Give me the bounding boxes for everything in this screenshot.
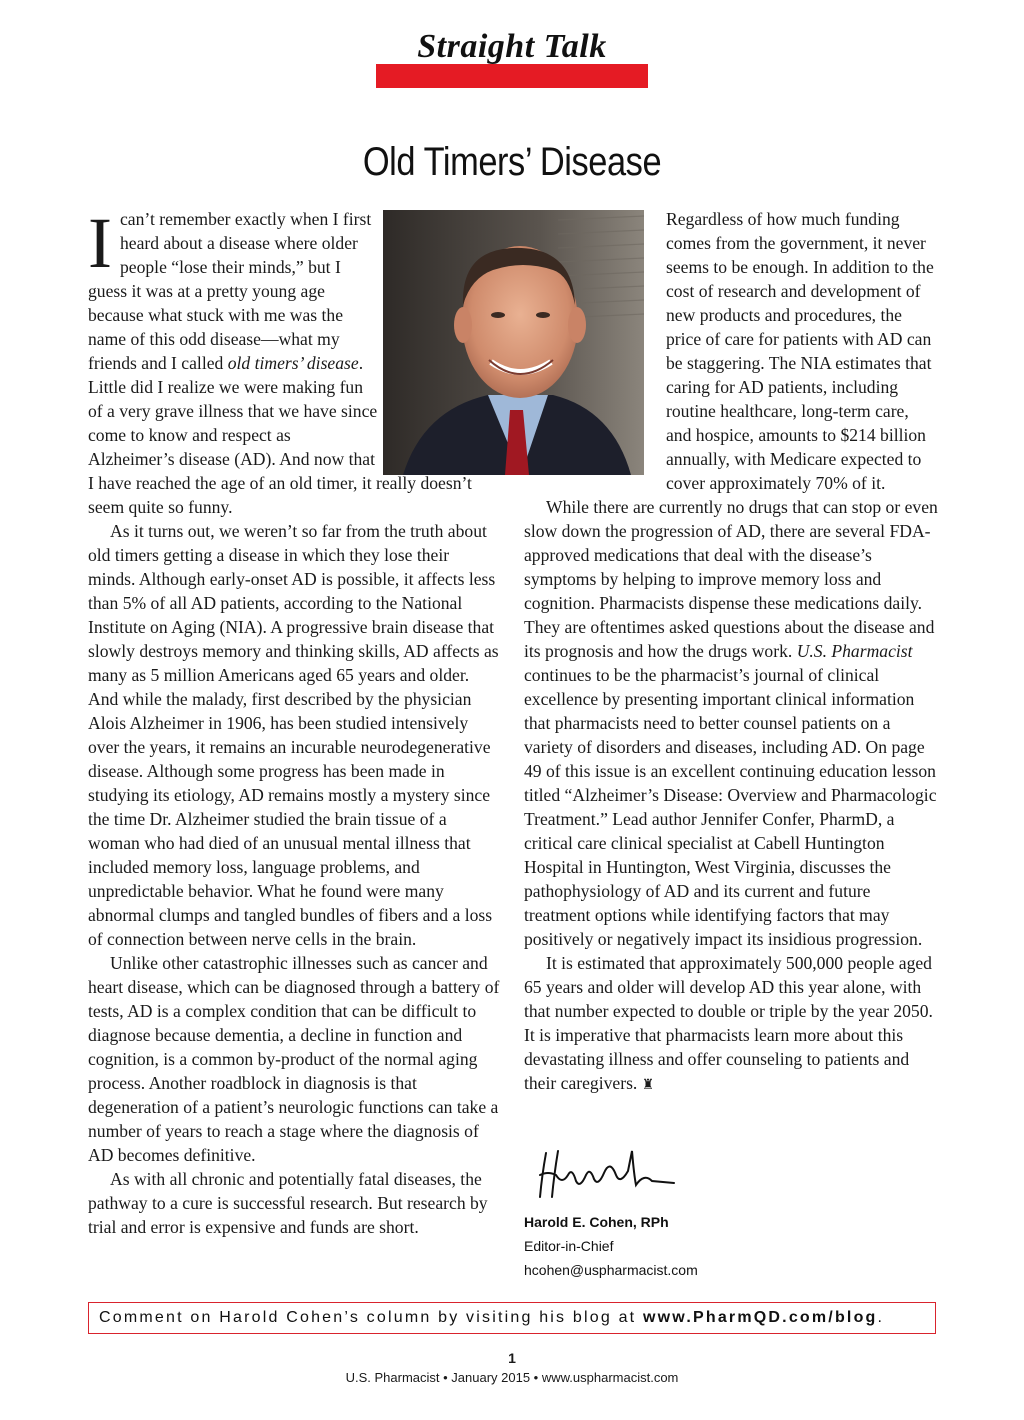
blog-comment-box bbox=[88, 1302, 936, 1334]
left-column bbox=[88, 203, 500, 1239]
end-mark-icon: ♜ bbox=[641, 1078, 655, 1093]
paragraph-1-text-end: . Little did I realize we were making fun of a very grave illness that we have since come to know and respect as Alzheimer’s disease (AD). And now that I have reached the age of an old timer, it really doesn’t seem quite so funny. bbox=[88, 353, 472, 517]
author-name: Harold E. Cohen, RPh bbox=[524, 1214, 669, 1230]
paragraph-1-emphasis: old timers’ disease bbox=[227, 353, 359, 373]
paragraph-2: As it turns out, we weren’t so far from the truth about old timers getting a disease in which they lose their minds. Although early-onset AD is possible, it affects less than 5% of all AD patients, according to the National Institute on Aging (NIA). A progressive brain disease that slowly destroys memory and thinking skills, AD affects as many as 5 million Americans aged 65 years and older. And while the malady, first described by the physician Alois Alzheimer in 1906, has been studied intensively over the years, it remains an incurable neurodegenerative disease. Although some progress has been made in studying its etiology, AD remains mostly a mystery since the time Dr. Alzheimer studied the brain tissue of a woman who had died of an unusual mental illness that included memory loss, language problems, and unpredictable behavior. What he found were many abnormal clumps and tangled bundles of fibers and a loss of connection between nerve cells in the brain. bbox=[88, 521, 499, 949]
paragraph-3: Unlike other catastrophic illnesses such as cancer and heart disease, which can be diagnosed through a battery of tests, AD is a complex condition that can be difficult to diagnose because dementia, a decline in function and cognition, is a common by-product of the normal aging process. Another roadblock in diagnosis is that degeneration of a patient’s neurologic functions can take a number of years to reach a stage where the diagnosis of AD becomes definitive. bbox=[88, 953, 500, 1165]
author-block bbox=[524, 1210, 824, 1282]
paragraph-1-text: can’t remember exactly when I first heard about a disease where older people “lose their minds,” but I guess it was at a pretty young age because what stuck with me was the name of this odd disease—what my friends and I called bbox=[88, 209, 372, 373]
paragraph-6 bbox=[524, 495, 938, 951]
blog-period: . bbox=[877, 1309, 885, 1326]
author-email[interactable]: hcohen@uspharmacist.com bbox=[524, 1262, 698, 1278]
blog-comment-text: Comment on Harold Cohen’s column by visiting his blog at bbox=[99, 1309, 643, 1326]
paragraph-5: Regardless of how much funding comes from the government, it never seems to be enough. In addition to the cost of research and development of new products and procedures, the price of care for patients with AD can be staggering. The NIA estimates that caring for AD patients, including routine healthcare, long-term care, and hospice, amounts to $214 billion annually, with Medicare expected to cover approximately 70% of it. bbox=[666, 209, 934, 493]
author-role: Editor-in-Chief bbox=[524, 1238, 614, 1254]
journal-name: U.S. Pharmacist bbox=[796, 641, 913, 661]
right-column bbox=[524, 207, 938, 1098]
signature bbox=[528, 1145, 678, 1205]
paragraph-4: As with all chronic and potentially fatal diseases, the pathway to a cure is successful research. But research by trial and error is expensive and funds are short. bbox=[88, 1169, 488, 1237]
blog-link[interactable]: www.PharmQD.com/blog bbox=[642, 1309, 878, 1326]
drop-cap: I bbox=[88, 203, 112, 283]
article-title: Old Timers’ Disease bbox=[362, 140, 662, 184]
section-header: Straight Talk bbox=[417, 28, 607, 65]
section-header-bar bbox=[376, 64, 648, 88]
page-credit: U.S. Pharmacist • January 2015 • www.uspharmacist.com bbox=[345, 1370, 679, 1385]
paragraph-6-text-end: continues to be the pharmacist’s journal of clinical excellence by presenting important clinical information that pharmacists need to better counsel patients on a variety of disorders and diseases, including AD. On page 49 of this issue is an excellent continuing education lesson titled “Alzheimer’s Disease: Overview and Pharmacologic Treatment.” Lead author Jennifer Confer, PharmD, a critical care clinical specialist at Cabell Huntington Hospital in Huntington, West Virginia, discusses the pathophysiology of AD and its current and future treatment options while identifying factors that may positively or negatively impact its insidious progression. bbox=[524, 665, 937, 949]
page-number: 1 bbox=[508, 1350, 516, 1366]
paragraph-7 bbox=[524, 951, 938, 1098]
paragraph-7-text: It is estimated that approximately 500,000 people aged 65 years and older will develop AD this year alone, with that number expected to double or triple by the year 2050. It is imperative that pharmacists learn more about this devastating illness and offer counseling to patients and their caregivers. bbox=[524, 953, 933, 1093]
paragraph-6-text: While there are currently no drugs that can stop or even slow down the progression of AD, there are several FDA-approved medications that deal with the disease’s symptoms by helping to improve memory loss and cognition. Pharmacists dispense these medications daily. They are oftentimes asked questions about the disease and its prognosis and how the drugs work. bbox=[524, 497, 938, 661]
